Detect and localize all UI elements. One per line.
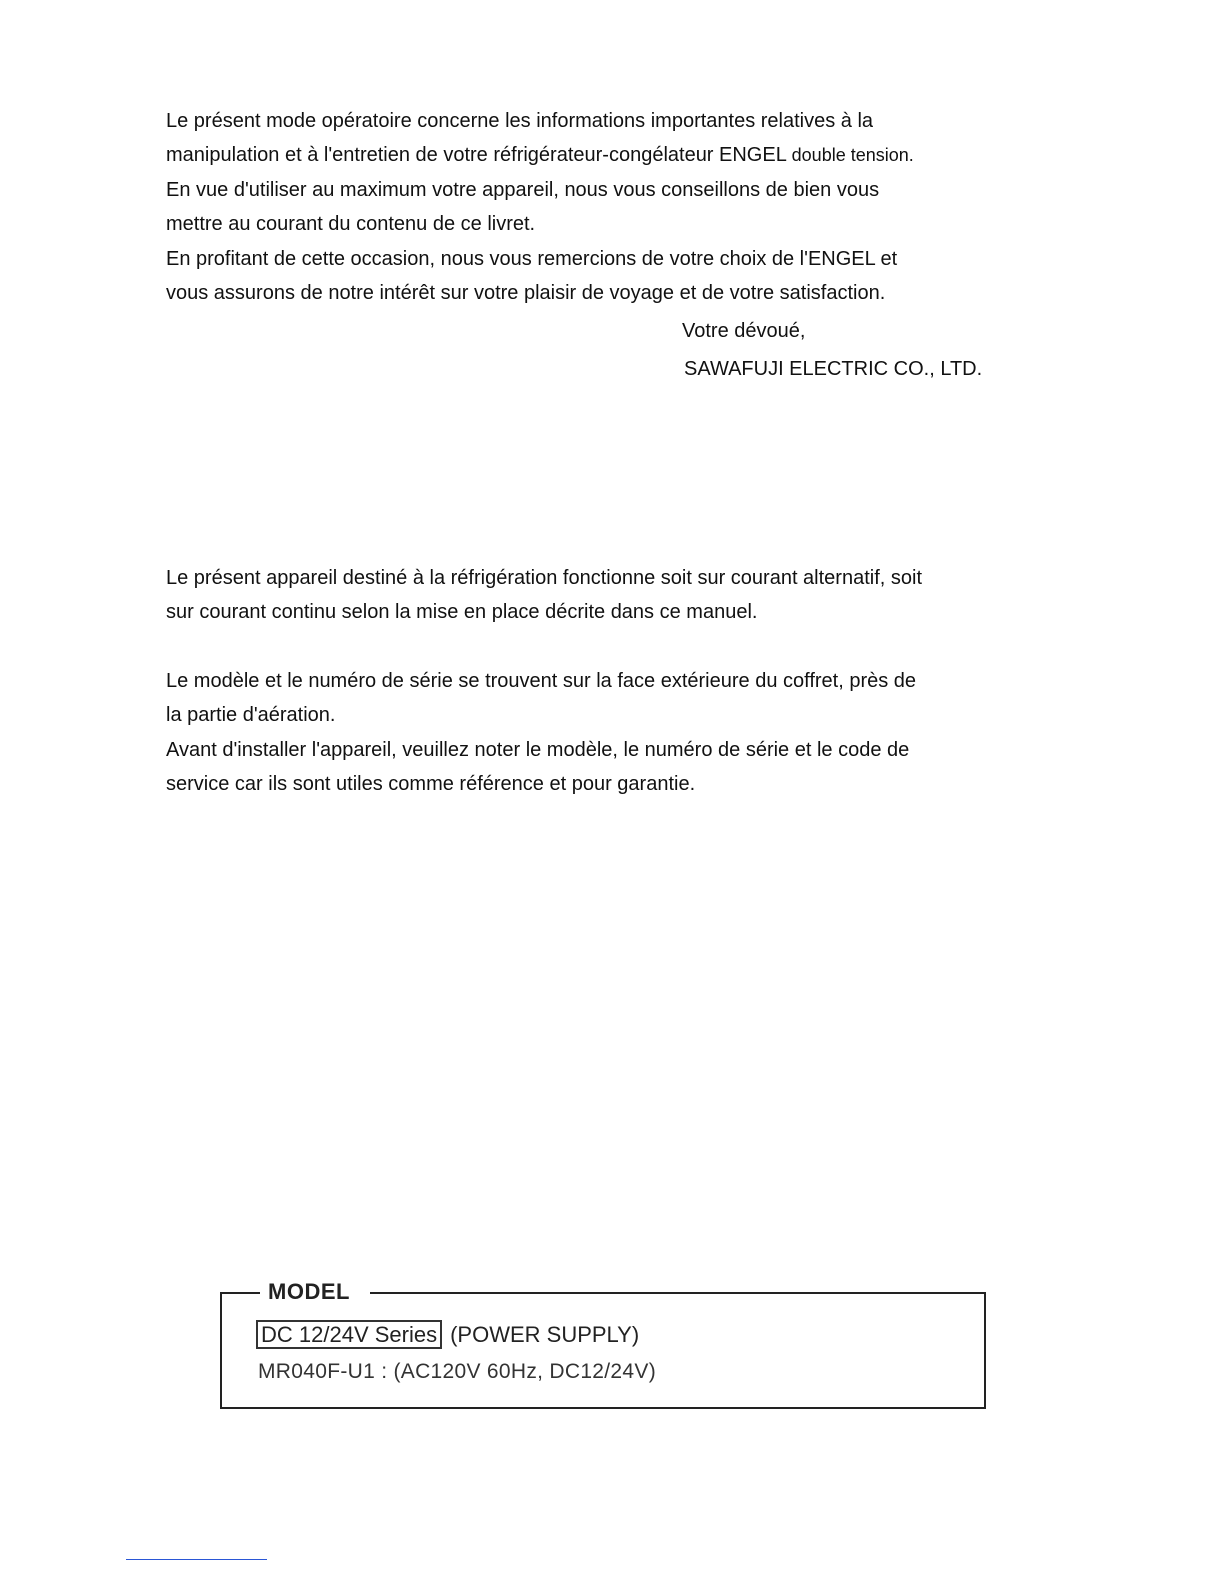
intro-line-1: Le présent mode opératoire concerne les informations importantes relatives à la (166, 110, 874, 132)
series-row (256, 1320, 639, 1350)
intro-line-5: En profitant de cette occasion, nous vous remercions de votre choix de l'ENGEL et (166, 247, 898, 270)
serial-paragraph (166, 664, 1066, 802)
serial-line-1: Le modèle et le numéro de série se trouvent sur la face extérieure du coffret, près de (166, 670, 917, 692)
serial-line-2: la partie d'aération. (166, 704, 336, 727)
intro-paragraph (166, 104, 1066, 310)
intro-line-3: En vue d'utiliser au maximum votre appareil, nous vous conseillons de bien vous (166, 178, 880, 201)
signoff-greeting: Votre dévoué, (682, 320, 806, 342)
power-supply-label: (POWER SUPPLY) (450, 1322, 640, 1347)
model-title: MODEL (268, 1279, 350, 1304)
intro-line-2-tail: double tension. (791, 145, 914, 166)
intro-line-2-main: manipulation et à l'entretien de votre réfrigérateur-congélateur ENGEL (166, 144, 787, 167)
serial-line-3: Avant d'installer l'appareil, veuillez noter le modèle, le numéro de série et le code de (166, 738, 910, 761)
model-box (220, 1279, 986, 1409)
serial-line-4: service car ils sont utiles comme référence et pour garantie. (166, 773, 696, 796)
series-badge: DC 12/24V Series (256, 1320, 442, 1349)
model-number-line: MR040F-U1 : (AC120V 60Hz, DC12/24V) (258, 1360, 656, 1383)
usage-paragraph (166, 561, 1066, 630)
model-box-top-border-left (220, 1292, 260, 1294)
intro-line-6: vous assurons de notre intérêt sur votre plaisir de voyage et de votre satisfaction. (166, 282, 886, 305)
model-box-top-border-right (370, 1292, 986, 1294)
signoff-company: SAWAFUJI ELECTRIC CO., LTD. (684, 358, 983, 380)
usage-line-1: Le présent appareil destiné à la réfrigération fonctionne soit sur courant alternatif, soit (166, 567, 922, 589)
intro-line-4: mettre au courant du contenu de ce livret. (166, 213, 536, 236)
intro-line-2 (166, 138, 1066, 172)
footnote-divider (126, 1559, 267, 1560)
usage-line-2: sur courant continu selon la mise en place décrite dans ce manuel. (166, 601, 758, 624)
